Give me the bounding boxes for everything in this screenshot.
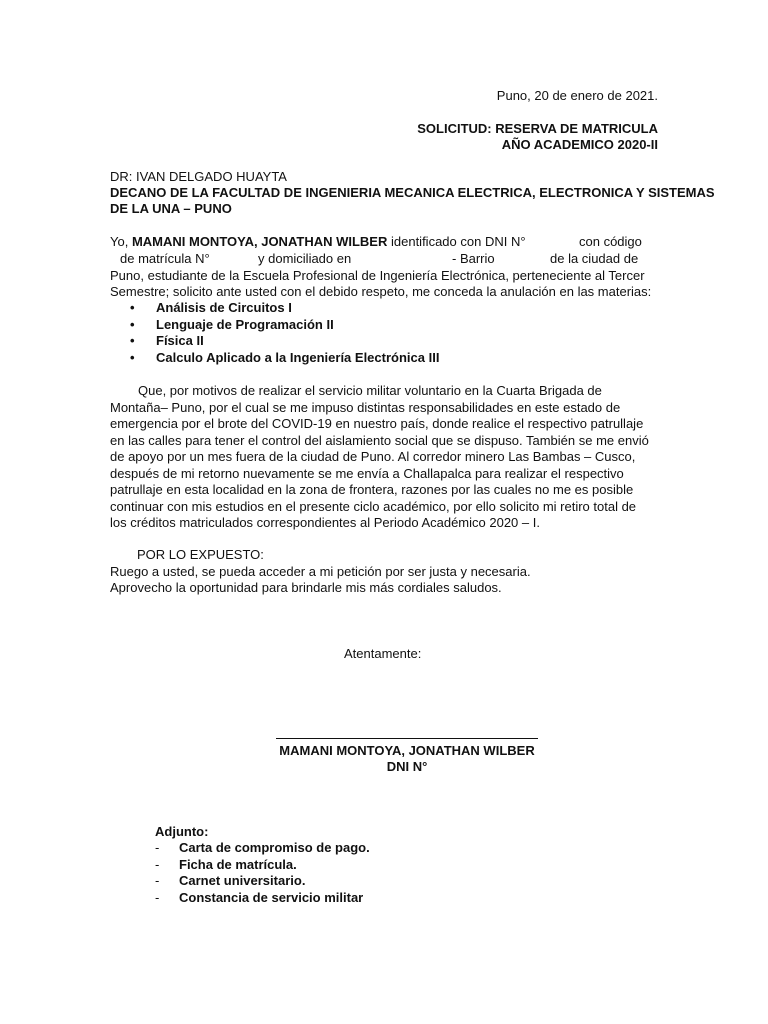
dash-icon: - [155, 840, 160, 855]
intro-line-3: Puno, estudiante de la Escuela Profesional de Ingeniería Electrónica, perteneciente al Tercer [110, 268, 645, 283]
dash-icon: - [155, 856, 160, 872]
intro-dni-label: identificado con DNI N° [387, 234, 526, 249]
reason-line: continuar con mis estudios en el presente ciclo académico, por ello solicito mi retiro total de [110, 498, 637, 514]
signer-name: MAMANI MONTOYA, JONATHAN WILBER [279, 743, 535, 758]
intro-domicilio-label: y domiciliado en [258, 251, 352, 266]
reason-line: patrullaje en esta localidad en la zona de frontera, razones por las cuales no me es posible [110, 482, 634, 497]
reason-line: los créditos matriculados correspondientes al Periodo Académico 2020 – I. [110, 515, 540, 530]
reason-paragraph [110, 383, 670, 532]
bullet-icon: • [130, 300, 135, 315]
dash-icon: - [155, 873, 160, 888]
intro-matricula-label: de matrícula N° [120, 251, 210, 266]
intro-yo: Yo, [110, 234, 132, 249]
courses-list [130, 300, 439, 366]
list-item: • Física II [130, 333, 204, 348]
attachments-label: Adjunto: [155, 824, 209, 839]
recipient-title-line-2: DE LA UNA – PUNO [110, 201, 232, 216]
intro-line-4: Semestre; solicito ante usted con el debido respeto, me conceda la anulación en las materias: [110, 284, 652, 299]
signer-dni: DNI N° [386, 759, 428, 774]
atentamente: Atentamente: [344, 646, 422, 661]
student-name: MAMANI MONTOYA, JONATHAN WILBER [131, 234, 388, 249]
reason-line: emergencia por el brote del COVID-19 en nuestro país, donde realice el respectivo patrullaje [110, 416, 644, 431]
list-item: • Análisis de Circuitos I [130, 300, 292, 315]
reason-line: en las calles para tener el control del aislamiento social que se dispuso. También se me envió [110, 432, 649, 448]
recipient-title-line-1: DECANO DE LA FACULTAD DE INGENIERIA MECANICA ELECTRICA, ELECTRONICA Y SISTEMAS [110, 185, 715, 200]
reason-line: de apoyo por un mes fuera de la ciudad de Puno. Al corredor minero Las Bambas – Cusco, [110, 449, 636, 464]
dash-icon: - [155, 889, 160, 905]
solicitud-line-1: SOLICITUD: RESERVA DE MATRICULA [417, 121, 658, 136]
intro-line-1 [110, 234, 526, 251]
list-item: • Lenguaje de Programación II [130, 316, 334, 332]
list-item: - Ficha de matrícula. [155, 856, 297, 872]
list-item: • Calculo Aplicado a la Ingeniería Electrónica III [130, 349, 440, 365]
signature-line [276, 738, 538, 739]
aprovecho-line: Aprovecho la oportunidad para brindarle mis más cordiales saludos. [110, 580, 502, 595]
list-item: - Carta de compromiso de pago. [155, 840, 370, 855]
place-date: Puno, 20 de enero de 2021. [496, 88, 658, 103]
list-item: - Constancia de servicio militar [155, 889, 364, 905]
bullet-icon: • [130, 333, 135, 348]
intro-barrio-label: - Barrio [452, 251, 495, 266]
reason-line: Montaña– Puno, por el cual se me impuso distintas responsabilidades en este estado de [110, 399, 621, 415]
bullet-icon: • [130, 316, 135, 332]
solicitud-line-2: AÑO ACADEMICO 2020-II [501, 137, 658, 152]
reason-line: Que, por motivos de realizar el servicio militar voluntario en la Cuarta Brigada de [138, 383, 602, 398]
intro-codigo-label: con código [579, 234, 642, 249]
reason-line: después de mi retorno nuevamente se me envía a Challapalca para realizar el respectivo [110, 465, 624, 481]
por-lo-expuesto: POR LO EXPUESTO: [137, 547, 264, 562]
attachments-list [155, 840, 370, 906]
intro-ciudad-label: de la ciudad de [550, 251, 639, 266]
bullet-icon: • [130, 349, 135, 365]
list-item: - Carnet universitario. [155, 873, 306, 888]
ruego-line: Ruego a usted, se pueda acceder a mi petición por ser justa y necesaria. [110, 564, 531, 579]
recipient-name: DR: IVAN DELGADO HUAYTA [110, 169, 287, 184]
